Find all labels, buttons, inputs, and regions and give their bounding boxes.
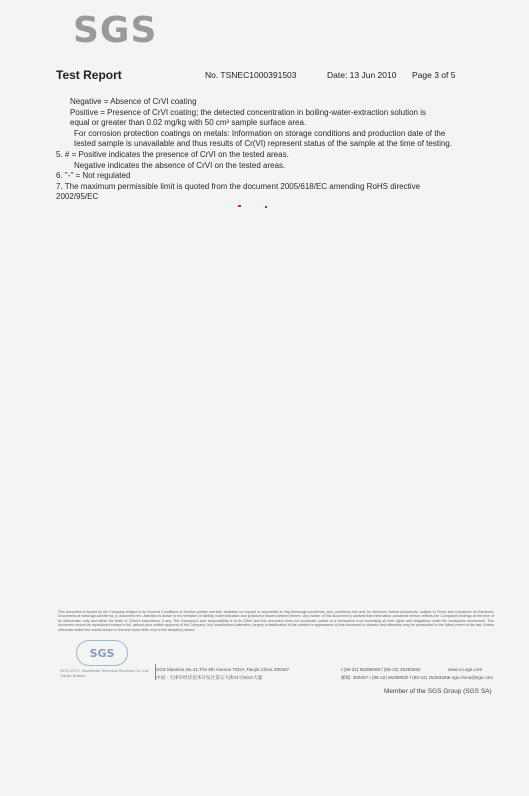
report-number: No. TSNEC1000391503 [205, 70, 297, 80]
footer-tel-2-text: t (86-22) 65288000 f (86-22) 25293262 [369, 675, 449, 680]
footer-address-en: SGS Mansion,No.41,The 5th Avenue TEDA,Tianjin,China 300457 [156, 667, 290, 672]
footer-member: Member of the SGS Group (SGS SA) [384, 688, 492, 695]
sgs-stamp-icon: SGS [76, 640, 128, 666]
footer-tel-2 [341, 674, 449, 682]
page-indicator: Page 3 of 5 [412, 70, 456, 80]
footer-email: e sgs.china@sgs.com [448, 675, 494, 680]
footer-address-cn-row [156, 674, 289, 682]
note-positive-line2: equal or greater than 0.02 mg/kg with 50 cm² sample surface area. [70, 118, 307, 128]
footer-company-branch: Tianjin Branch [60, 673, 86, 678]
notes-section [56, 97, 476, 203]
report-title: Test Report [56, 68, 122, 82]
footer-web-info [448, 666, 493, 682]
footer-address [156, 666, 289, 682]
note-5b: Negative indicates the absence of CrVI on the tested areas. [74, 160, 286, 170]
footer-postcode-cn: 邮编: 300457 [341, 675, 369, 680]
footer-website: www.cn.sgs.com [448, 667, 483, 672]
note-5a: 5. # = Positive indicates the presence of CrVI on the tested areas. [56, 149, 289, 159]
note-corrosion-line2: tested sample is unavailable and thus results of Cr(VI) represent status of the sample at the time of testing. [74, 139, 452, 149]
note-negative: Negative = Absence of CrVI coating [70, 97, 197, 106]
red-mark [238, 205, 241, 207]
note-corrosion-line1: For corrosion protection coatings on metals: Information on storage conditions and production date of the [74, 128, 446, 138]
footer-contact [341, 666, 449, 682]
footer-company [60, 668, 149, 678]
note-6: 6. "-" = Not regulated [56, 171, 131, 181]
footer-tel-1: t (86-22) 65288000 f (86-22) 25293262 [341, 667, 421, 672]
footer-address-cn: 中国 · 天津市经济技术开发区第五大街41号SGS大厦 [156, 675, 263, 680]
note-positive-line1: Positive = Presence of CrVI coating; the detected concentration in boiling-water-extraction solution is [70, 107, 426, 117]
note-7a: 7. The maximum permissible limit is quoted from the document 2005/618/EC amending RoHS directive [56, 181, 421, 191]
footer-disclaimer: This document is issued by the Company subject to its General Conditions of Service printed overleaf, available on request or accessible at http://www.sgs.com/terms_and_conditions.htm and, for electronic format documents, subject to Terms and Conditions for Electronic Documents at www.sgs.com/terms_e-document.htm. Attention is drawn to the limitation of liability, indemnification and jurisdiction issues defined therein. Any holder of this document is advised that information contained hereon reflects the Company's findings at the time of its intervention only and within the limits of Client's instructions, if any. The Company's sole responsibility is to its Client and this document does not exonerate parties to a transaction from exercising all their rights and obligations under the transaction documents. This document cannot be reproduced except in full, without prior written approval of the Company. Any unauthorized alteration, forgery or falsification of the content or appearance of this document is unlawful and offenders may be prosecuted to the fullest extent of the law. Unless otherwise stated the results shown in this test report refer only to the sample(s) tested. [58, 610, 494, 632]
footer-company-name: SGS-CSTC Standards Technical Services Co.,Ltd. [60, 668, 150, 673]
note-7b: 2002/95/EC [56, 192, 99, 202]
report-date: Date: 13 Jun 2010 [327, 70, 397, 80]
sgs-logo: SGS [73, 10, 158, 51]
red-mark [265, 206, 267, 208]
